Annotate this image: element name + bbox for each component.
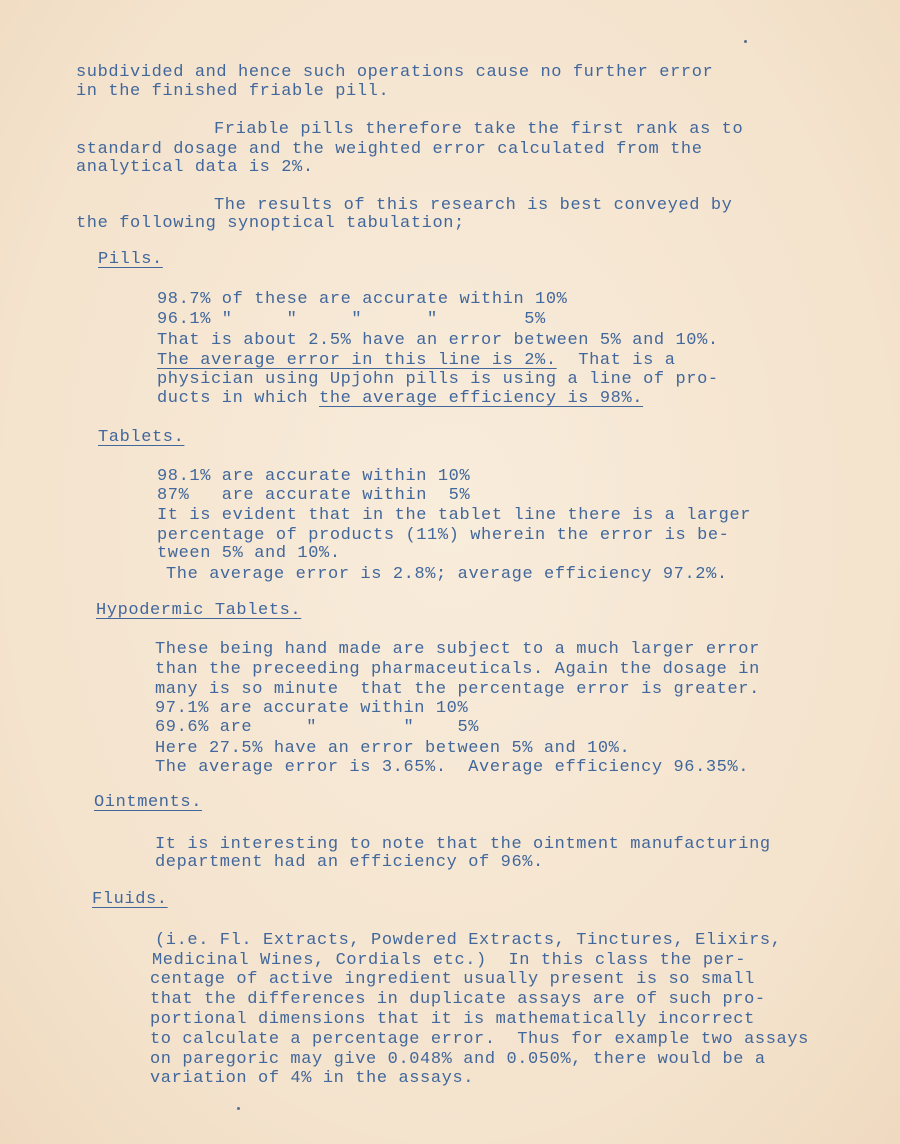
tablets-line-5: tween 5% and 10%. — [157, 544, 341, 563]
ink-speck — [237, 1107, 240, 1110]
fluids-line-5: portional dimensions that it is mathematically incorrect — [150, 1010, 755, 1029]
pills-efficiency-text: the average efficiency is 98%. — [319, 389, 644, 408]
hypodermic-line-3: many is so minute that the percentage error is greater. — [155, 680, 760, 699]
intro-line-2: in the finished friable pill. — [76, 82, 390, 101]
tablets-line-1: 98.1% are accurate within 10% — [157, 467, 471, 486]
hypodermic-line-4: 97.1% are accurate within 10% — [155, 699, 469, 718]
pills-average-error-text: The average error in this line is 2%. — [157, 351, 557, 370]
pills-line-2: 96.1% " " " " 5% — [157, 310, 546, 329]
rank-line-2: standard dosage and the weighted error calculated from the — [76, 140, 703, 159]
hypodermic-line-1: These being hand made are subject to a much larger error — [155, 640, 760, 659]
results-line-1: The results of this research is best conveyed by — [214, 196, 733, 215]
pills-line-5: physician using Upjohn pills is using a line of pro- — [157, 370, 719, 389]
rank-line-1: Friable pills therefore take the first rank as to — [214, 120, 744, 139]
tablets-line-6: The average error is 2.8%; average efficiency 97.2%. — [166, 565, 728, 584]
pills-line-3: That is about 2.5% have an error between 5% and 10%. — [157, 331, 719, 350]
tablets-line-2: 87% are accurate within 5% — [157, 486, 471, 505]
fluids-heading: Fluids. — [92, 890, 168, 909]
ointments-heading: Ointments. — [94, 793, 203, 812]
fluids-line-3: centage of active ingredient usually present is so small — [150, 970, 755, 989]
intro-line-1: subdivided and hence such operations cause no further error — [76, 63, 714, 82]
ointments-line-1: It is interesting to note that the ointment manufacturing — [155, 835, 771, 854]
fluids-line-2: Medicinal Wines, Cordials etc.) In this class the per- — [152, 951, 747, 970]
ink-speck — [744, 40, 747, 43]
pills-line-4 — [157, 351, 676, 370]
fluids-line-4: that the differences in duplicate assays are of such pro- — [150, 990, 766, 1009]
rank-line-3: analytical data is 2%. — [76, 158, 314, 177]
pills-line-6 — [157, 389, 643, 408]
tablets-line-3: It is evident that in the tablet line there is a larger — [157, 506, 752, 525]
pills-line-4-rest: That is a — [556, 351, 676, 370]
hypodermic-line-7: The average error is 3.65%. Average efficiency 96.35%. — [155, 758, 750, 777]
fluids-line-1: (i.e. Fl. Extracts, Powdered Extracts, Tinctures, Elixirs, — [155, 931, 782, 950]
fluids-line-7: on paregoric may give 0.048% and 0.050%, there would be a — [150, 1050, 766, 1069]
tablets-line-4: percentage of products (11%) wherein the error is be- — [157, 526, 730, 545]
tablets-heading: Tablets. — [98, 428, 185, 447]
hypodermic-line-5: 69.6% are " " 5% — [155, 718, 480, 737]
hypodermic-line-6: Here 27.5% have an error between 5% and 10%. — [155, 739, 631, 758]
results-line-2: the following synoptical tabulation; — [76, 214, 465, 233]
hypodermic-heading: Hypodermic Tablets. — [96, 601, 302, 620]
ointments-line-2: department had an efficiency of 96%. — [155, 853, 544, 872]
pills-line-1: 98.7% of these are accurate within 10% — [157, 290, 568, 309]
pills-line-6-start: ducts in which — [157, 389, 320, 408]
hypodermic-line-2: than the preceeding pharmaceuticals. Again the dosage in — [155, 660, 760, 679]
fluids-line-8: variation of 4% in the assays. — [150, 1069, 475, 1088]
pills-heading: Pills. — [98, 250, 163, 269]
fluids-line-6: to calculate a percentage error. Thus for example two assays — [150, 1030, 809, 1049]
